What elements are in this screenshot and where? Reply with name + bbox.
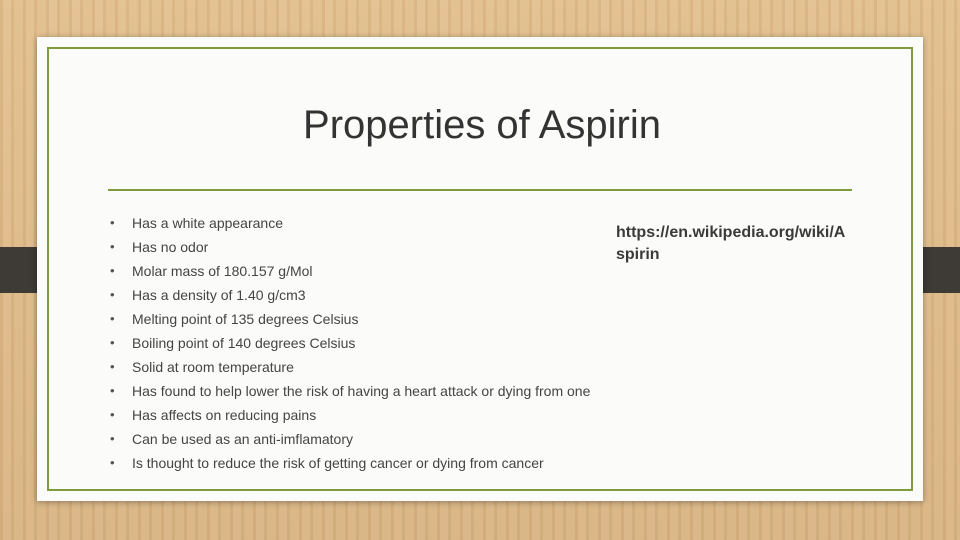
bullet-icon: •: [110, 407, 115, 422]
bullet-text: Is thought to reduce the risk of getting cancer or dying from cancer: [132, 455, 544, 471]
bullet-item: [108, 333, 590, 357]
slide-title: Properties of Aspirin: [303, 103, 661, 147]
bullet-icon: •: [110, 311, 115, 326]
bullet-icon: •: [110, 383, 115, 398]
bullet-item: [108, 429, 590, 453]
bullet-text: Has a density of 1.40 g/cm3: [132, 287, 306, 303]
bullet-icon: •: [110, 215, 115, 230]
bullet-item: [108, 381, 590, 405]
bullet-text: Can be used as an anti-imflamatory: [132, 431, 353, 447]
bullet-text: Boiling point of 140 degrees Celsius: [132, 335, 356, 351]
bullet-item: [108, 261, 590, 285]
bullet-text: Melting point of 135 degrees Celsius: [132, 311, 359, 327]
bullet-item: [108, 285, 590, 309]
bullet-item: [108, 453, 590, 477]
source-link[interactable]: https://en.wikipedia.org/wiki/Aspirin: [616, 224, 846, 263]
bullet-icon: •: [110, 239, 115, 254]
bullet-text: Has a white appearance: [132, 215, 283, 231]
bullet-icon: •: [110, 455, 115, 470]
bullet-item: [108, 213, 590, 237]
bullet-text: Has no odor: [132, 239, 209, 255]
bullet-text: Has affects on reducing pains: [132, 407, 317, 423]
bullet-item: [108, 309, 590, 333]
slide-card: [37, 37, 923, 501]
bullet-icon: •: [110, 335, 115, 350]
bullet-item: [108, 405, 590, 429]
title-divider: [108, 189, 852, 191]
bullet-item: [108, 357, 590, 381]
bullet-icon: •: [110, 431, 115, 446]
bullet-list: [108, 213, 590, 477]
bullet-text: Has found to help lower the risk of having a heart attack or dying from one: [132, 383, 591, 399]
bullet-text: Molar mass of 180.157 g/Mol: [132, 263, 313, 279]
bullet-item: [108, 237, 590, 261]
bullet-icon: •: [110, 359, 115, 374]
bullet-icon: •: [110, 287, 115, 302]
bullet-icon: •: [110, 263, 115, 278]
bullet-text: Solid at room temperature: [132, 359, 294, 375]
